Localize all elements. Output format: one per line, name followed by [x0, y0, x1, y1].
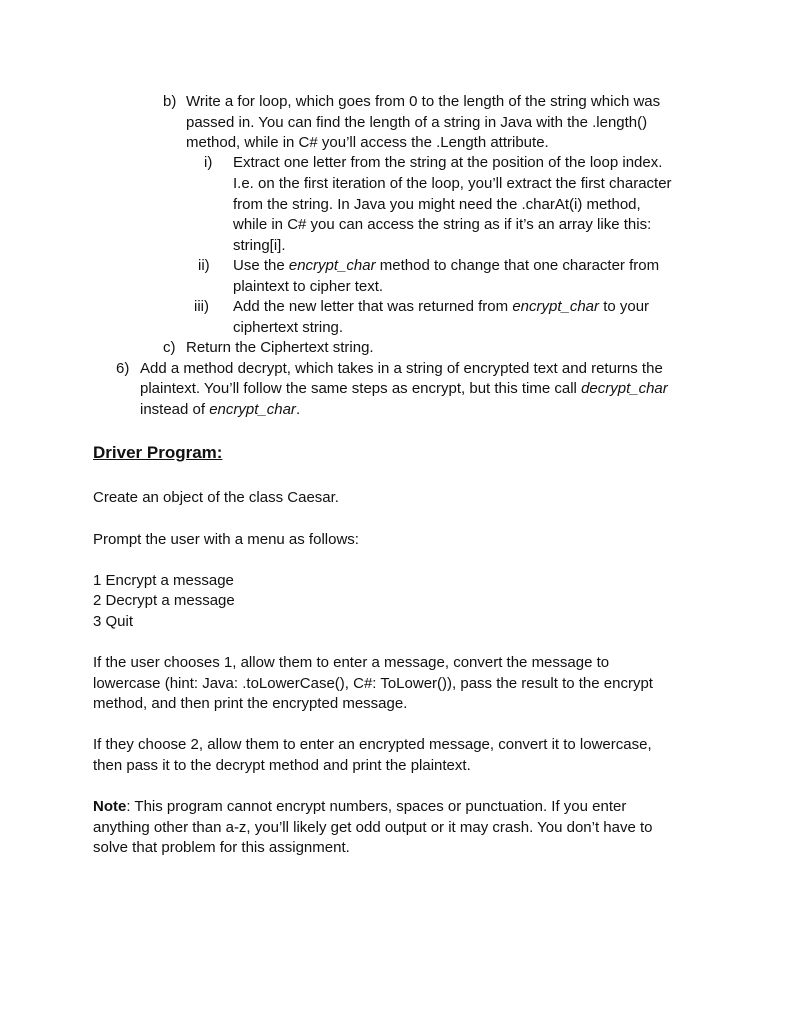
text-run: method to change that one character from	[375, 257, 660, 274]
paragraph-line: Add a method decrypt, which takes in a string of encrypted text and returns the	[140, 360, 663, 377]
paragraph-line: lowercase (hint: Java: .toLowerCase(), C#: ToLower()), pass the result to the encrypt	[93, 675, 653, 692]
text-run: : This program cannot encrypt numbers, spaces or punctuation. If you enter	[126, 798, 627, 815]
text-run: Use the	[233, 257, 289, 274]
paragraph-line: then pass it to the decrypt method and print the plaintext.	[93, 757, 471, 774]
paragraph-line: string[i].	[233, 237, 286, 254]
paragraph-line: Extract one letter from the string at the position of the loop index.	[233, 154, 663, 171]
paragraph-line: Write a for loop, which goes from 0 to the length of the string which was	[186, 93, 661, 110]
list-marker-6: 6)	[116, 360, 130, 377]
note-label: Note	[93, 798, 127, 815]
paragraph-line	[140, 400, 300, 420]
menu-option-line: 3 Quit	[93, 613, 134, 630]
list-marker-b: b)	[163, 93, 177, 110]
text-run: to your	[599, 298, 650, 315]
paragraph-line: Prompt the user with a menu as follows:	[93, 531, 359, 548]
paragraph-line: anything other than a-z, you’ll likely get odd output or it may crash. You don’t have to	[93, 819, 653, 836]
paragraph-line: solve that problem for this assignment.	[93, 839, 350, 856]
paragraph-line: passed in. You can find the length of a string in Java with the .length()	[186, 114, 648, 131]
text-run: plaintext. You’ll follow the same steps as encrypt, but this time call	[140, 380, 582, 397]
paragraph-line	[233, 256, 659, 276]
paragraph-line: I.e. on the first iteration of the loop, you’ll extract the first character	[233, 175, 672, 192]
code-term-encrypt-char: encrypt_char	[209, 401, 296, 418]
paragraph-line: plaintext to cipher text.	[233, 278, 384, 295]
list-marker-i: i)	[204, 154, 213, 171]
list-marker-iii: iii)	[194, 298, 209, 315]
menu-option-line: 1 Encrypt a message	[93, 572, 234, 589]
paragraph-line	[233, 297, 649, 317]
code-term-decrypt-char: decrypt_char	[581, 380, 668, 397]
paragraph-line: Return the Ciphertext string.	[186, 339, 374, 356]
text-run: Add the new letter that was returned from	[233, 298, 513, 315]
paragraph-line: If the user chooses 1, allow them to enter a message, convert the message to	[93, 654, 610, 671]
paragraph-line: method, while in C# you’ll access the .Length attribute.	[186, 134, 549, 151]
section-heading-driver-program: Driver Program:	[93, 443, 223, 462]
text-run: .	[295, 401, 301, 418]
paragraph-line: Create an object of the class Caesar.	[93, 489, 339, 506]
text-run: instead of	[140, 401, 210, 418]
list-marker-ii: ii)	[198, 257, 210, 274]
paragraph-line: method, and then print the encrypted message.	[93, 695, 408, 712]
paragraph-line: If they choose 2, allow them to enter an encrypted message, convert it to lowercase,	[93, 736, 652, 753]
paragraph-line: ciphertext string.	[233, 319, 344, 336]
list-marker-c: c)	[163, 339, 176, 356]
note-line	[93, 797, 626, 817]
code-term-encrypt-char: encrypt_char	[512, 298, 600, 315]
code-term-encrypt-char: encrypt_char	[288, 257, 376, 274]
paragraph-line	[140, 379, 668, 399]
paragraph-line: while in C# you can access the string as if it’s an array like this:	[233, 216, 652, 233]
paragraph-line: from the string. In Java you might need the .charAt(i) method,	[233, 196, 641, 213]
menu-option-line: 2 Decrypt a message	[93, 592, 235, 609]
